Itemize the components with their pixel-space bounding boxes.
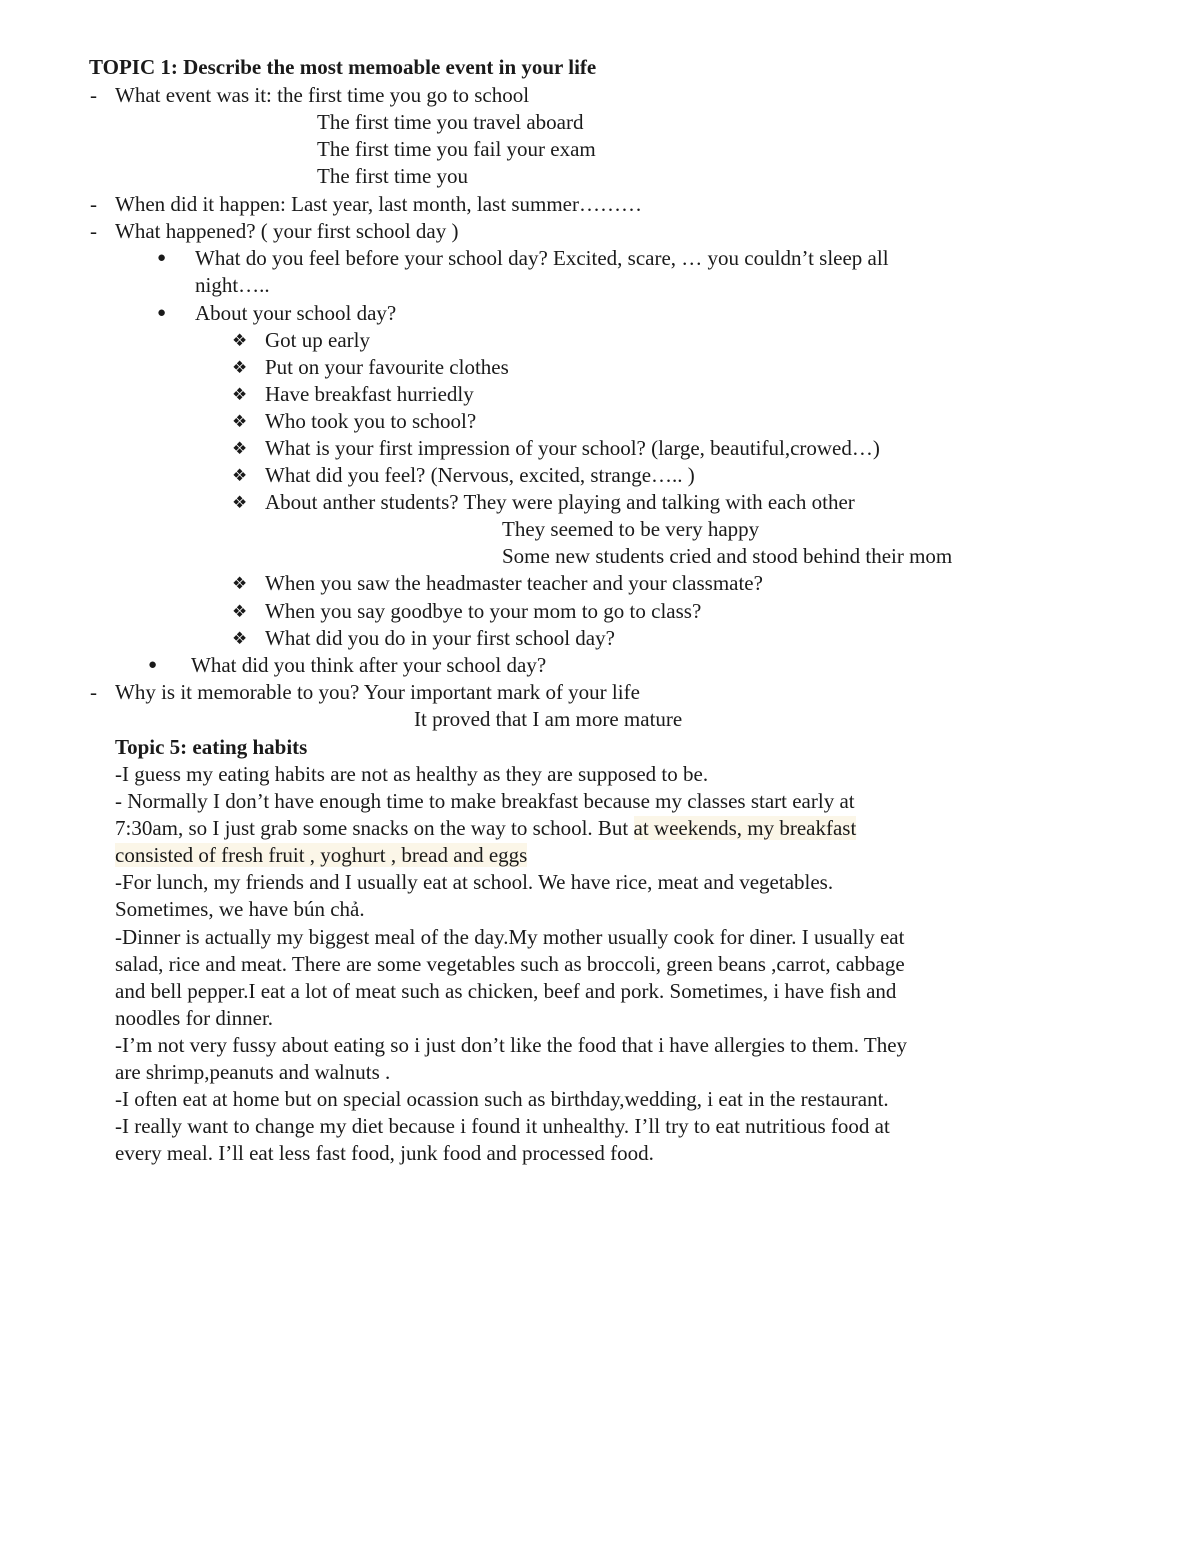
diamond-marker: ❖ bbox=[232, 629, 248, 648]
who-took-line: Who took you to school? bbox=[265, 409, 477, 433]
paragraph-line: - Normally I don’t have enough time to make breakfast because my classes start early at bbox=[115, 789, 855, 813]
paragraph-line: -I often eat at home but on special ocassion such as birthday,wedding, i eat in the restaurant. bbox=[115, 1087, 889, 1111]
goodbye-line: When you say goodbye to your mom to go to class? bbox=[265, 599, 702, 623]
breakfast-line: Have breakfast hurriedly bbox=[265, 382, 474, 406]
paragraph-line: every meal. I’ll eat less fast food, junk food and processed food. bbox=[115, 1141, 654, 1165]
paragraph-line: noodles for dinner. bbox=[115, 1006, 274, 1030]
diamond-marker: ❖ bbox=[232, 466, 248, 485]
paragraph-line: and bell pepper.I eat a lot of meat such as chicken, beef and pork. Sometimes, i have fish and bbox=[115, 979, 897, 1003]
paragraph-line: -Dinner is actually my biggest meal of the day.My mother usually cook for diner. I usually eat bbox=[115, 925, 905, 949]
event-line: What event was it: the first time you go to school bbox=[115, 83, 530, 107]
diamond-marker: ❖ bbox=[232, 493, 248, 512]
students-alt-line: They seemed to be very happy bbox=[502, 517, 760, 541]
why-line: Why is it memorable to you? Your important mark of your life bbox=[115, 680, 640, 704]
bullet-marker: ● bbox=[157, 305, 167, 321]
students-line: About anther students? They were playing and talking with each other bbox=[265, 490, 855, 514]
paragraph-line: salad, rice and meat. There are some vegetables such as broccoli, green beans ,carrot, cabbage bbox=[115, 952, 905, 976]
after-line: What did you think after your school day? bbox=[191, 653, 547, 677]
feel-before-line: night….. bbox=[195, 273, 270, 297]
students-alt-line: Some new students cried and stood behind their mom bbox=[502, 544, 953, 568]
paragraph-line: -I’m not very fussy about eating so i just don’t like the food that i have allergies to them. They bbox=[115, 1033, 908, 1057]
highlighted-text: consisted of fresh fruit , yoghurt , bread and eggs bbox=[115, 843, 528, 867]
event-alt-line: The first time you bbox=[317, 164, 469, 188]
paragraph-line: Sometimes, we have bún chả. bbox=[115, 897, 365, 921]
what-do-line: What did you do in your first school day? bbox=[265, 626, 615, 650]
highlighted-text: at weekends, my breakfast bbox=[633, 816, 857, 840]
topic5-title: Topic 5: eating habits bbox=[115, 735, 308, 759]
paragraph-line bbox=[115, 842, 527, 869]
diamond-marker: ❖ bbox=[232, 602, 248, 621]
headmaster-line: When you saw the headmaster teacher and your classmate? bbox=[265, 571, 763, 595]
diamond-marker: ❖ bbox=[232, 412, 248, 431]
paragraph-line: -For lunch, my friends and I usually eat at school. We have rice, meat and vegetables. bbox=[115, 870, 834, 894]
diamond-marker: ❖ bbox=[232, 439, 248, 458]
when-line: When did it happen: Last year, last month, last summer……… bbox=[115, 192, 642, 216]
dash-marker: - bbox=[90, 192, 97, 216]
why-alt-line: It proved that I am more mature bbox=[414, 707, 683, 731]
got-up-line: Got up early bbox=[265, 328, 370, 352]
dash-marker: - bbox=[90, 680, 97, 704]
paragraph-line bbox=[115, 815, 856, 842]
event-alt-line: The first time you fail your exam bbox=[317, 137, 596, 161]
impression-line: What is your first impression of your school? (large, beautiful,crowed…) bbox=[265, 436, 880, 460]
paragraph-text: 7:30am, so I just grab some snacks on the way to school. But bbox=[115, 816, 629, 840]
bullet-marker: ● bbox=[157, 250, 167, 266]
diamond-marker: ❖ bbox=[232, 385, 248, 404]
clothes-line: Put on your favourite clothes bbox=[265, 355, 509, 379]
feel-before-line: What do you feel before your school day? Excited, scare, … you couldn’t sleep all bbox=[195, 246, 889, 270]
bullet-marker: ● bbox=[148, 657, 158, 673]
paragraph-line: -I guess my eating habits are not as healthy as they are supposed to be. bbox=[115, 762, 709, 786]
diamond-marker: ❖ bbox=[232, 574, 248, 593]
what-happened-line: What happened? ( your first school day ) bbox=[115, 219, 459, 243]
about-day-line: About your school day? bbox=[195, 301, 397, 325]
diamond-marker: ❖ bbox=[232, 358, 248, 377]
dash-marker: - bbox=[90, 219, 97, 243]
feel-line: What did you feel? (Nervous, excited, strange….. ) bbox=[265, 463, 695, 487]
event-alt-line: The first time you travel aboard bbox=[317, 110, 584, 134]
diamond-marker: ❖ bbox=[232, 331, 248, 350]
dash-marker: - bbox=[90, 83, 97, 107]
paragraph-line: are shrimp,peanuts and walnuts . bbox=[115, 1060, 391, 1084]
paragraph-line: -I really want to change my diet because i found it unhealthy. I’ll try to eat nutritious food at bbox=[115, 1114, 890, 1138]
topic1-title: TOPIC 1: Describe the most memoable event in your life bbox=[89, 55, 597, 79]
